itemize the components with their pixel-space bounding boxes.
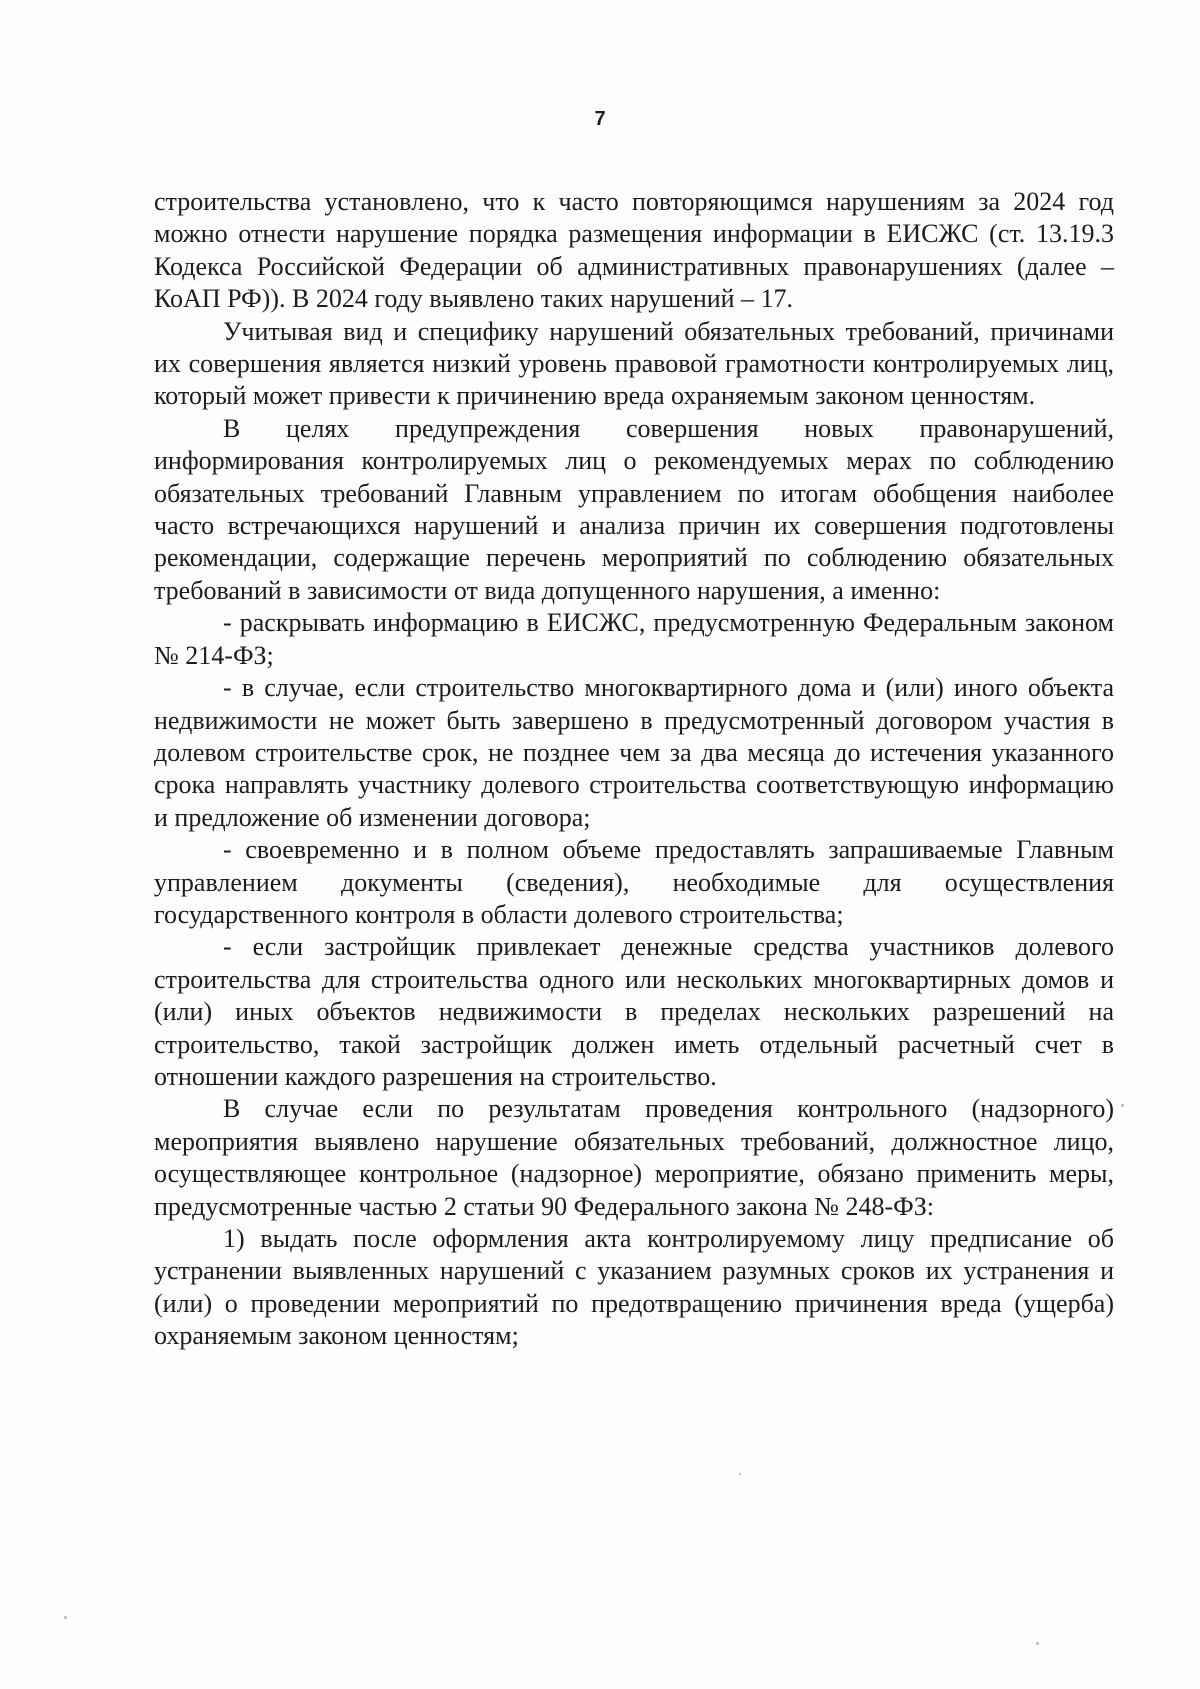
- scan-speck: [1036, 1642, 1039, 1645]
- page-number: 7: [594, 108, 606, 130]
- scan-speck: [739, 1473, 741, 1475]
- scan-speck: [1121, 1104, 1124, 1107]
- list-item-issue-order: 1) выдать после оформления акта контролируемому лицу предписание об устранении выявленных нарушений с указанием разумных сроков их устранения и (или) о проведении мероприятий по предотвращению причинения вреда (ущерба) охраняемым законом ценностям;: [154, 1224, 1114, 1351]
- paragraph-reasons: Учитывая вид и специфику нарушений обязательных требований, причинами их совершения является низкий уровень правовой грамотности контролируемых лиц, который может привести к причинению вреда охраняемым законом ценностям.: [154, 316, 1114, 411]
- list-item-completion-delay: - в случае, если строительство многоквартирного дома и (или) иного объекта недвижимости не может быть завершено в предусмотренный договором участия в долевом строительстве срок, не позднее чем за два месяца до истечения указанного срока направлять участнику долевого строительства соответствующую информацию и предложение об изменении договора;: [154, 673, 1114, 832]
- list-item-disclose-info: - раскрывать информацию в ЕИСЖС, предусмотренную Федеральным законом № 214-ФЗ;: [154, 608, 1114, 670]
- scan-speck: [64, 1616, 67, 1619]
- paragraph-recommendations-intro: В целях предупреждения совершения новых правонарушений, информирования контролируемых лиц о рекомендуемых мерах по соблюдению обязательных требований Главным управлением по итогам обобщения наиболее часто встречающихся нарушений и анализа причин их совершения подготовлены рекомендации, содержащие перечень мероприятий по соблюдению обязательных требований в зависимости от вида допущенного нарушения, а именно:: [154, 413, 1114, 605]
- list-item-provide-documents: - своевременно и в полном объеме предоставлять запрашиваемые Главным управлением документы (сведения), необходимые для осуществления государственного контроля в области долевого строительства;: [154, 835, 1114, 929]
- document-body: [154, 186, 1114, 1353]
- list-item-separate-account: - если застройщик привлекает денежные средства участников долевого строительства для строительства одного или нескольких многоквартирных домов и (или) иных объектов недвижимости в пределах нескольких разрешений на строительство, такой застройщик должен иметь отдельный расчетный счет в отношении каждого разрешения на строительство.: [154, 932, 1114, 1091]
- paragraph-continuation: строительства установлено, что к часто повторяющимся нарушениям за 2024 год можно отнести нарушение порядка размещения информации в ЕИСЖС (ст. 13.19.3 Кодекса Российской Федерации об административных правонарушениях (далее – КоАП РФ)). В 2024 году выявлено таких нарушений – 17.: [154, 187, 1114, 314]
- paragraph-violation-measures: В случае если по результатам проведения контрольного (надзорного) мероприятия выявлено нарушение обязательных требований, должностное лицо, осуществляющее контрольное (надзорное) мероприятие, обязано применить меры, предусмотренные частью 2 статьи 90 Федерального закона № 248-ФЗ:: [154, 1094, 1114, 1221]
